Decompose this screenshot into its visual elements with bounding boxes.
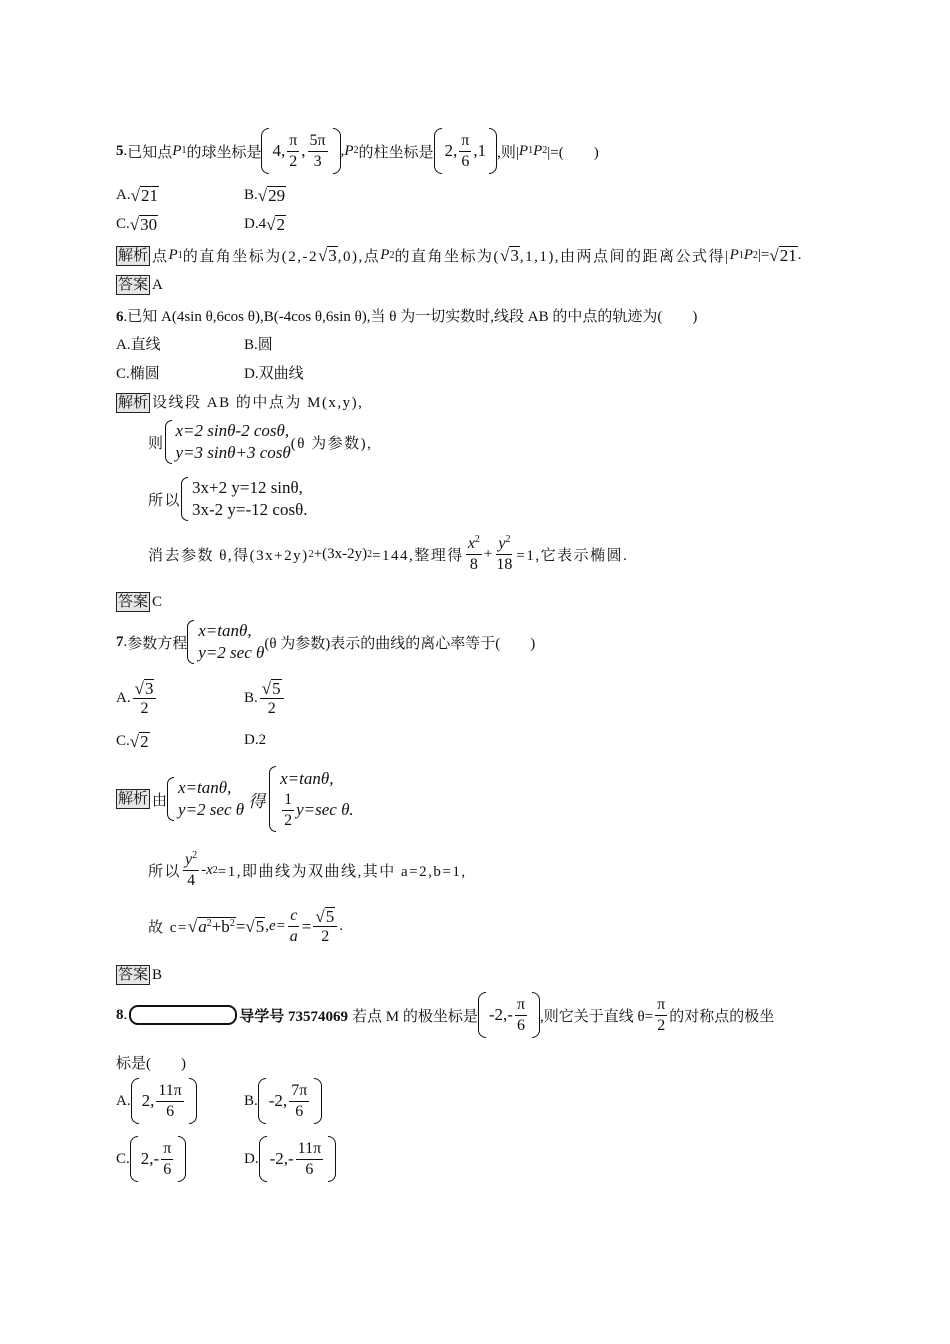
q5-option-b[interactable]: B. √ 29 [244, 186, 286, 205]
q7-option-a[interactable]: A. √ 3 2 [116, 678, 158, 719]
answer-label: 答案 [118, 594, 149, 610]
q6-solution-line2: 消去参数 θ,得(3x+2y) 2 +(3x-2y) 2 =144,整理得 $\frac{x^2}{8}$ + $\frac{y^2}{18}$ =1,它表示椭圆. [148, 534, 629, 573]
q7-option-c[interactable]: C. √ 2 [116, 732, 149, 751]
q6-option-d[interactable]: D.双曲线 [244, 366, 304, 382]
q7-option-d[interactable]: D.2 [244, 732, 267, 748]
q6-solution-line1: 解析 设线段 AB 的中点为 M(x,y), [118, 395, 364, 411]
q5-option-c[interactable]: C. √ 30 [116, 215, 158, 234]
q5-solution: 解析 点 P 1 的直角坐标为(2,-2 √ 3 ,0),点 P 2 的直角坐标为( √ 3 ,1,1),由两点间的距离公式得| P 1 P 2 |= √ 21 . [118, 246, 802, 265]
analysis-label: 解析 [118, 247, 149, 264]
q7-option-b[interactable]: B. √ 5 2 [244, 678, 286, 719]
q6-stem: 6.已知 A(4sin θ,6cos θ),B(-4cos θ,6sin θ),当 θ 为一切实数时,线段 AB 的中点的轨迹为( ) [116, 309, 698, 325]
analysis-label: 解析 [118, 395, 149, 411]
q8-option-a[interactable]: A. 2, $\frac{11\pi}{6}$ [116, 1078, 197, 1124]
q5-cylindrical-coord: 2 , $\frac{\pi}{6}$ , 1 [434, 128, 498, 174]
q5-number: 5 [116, 142, 124, 159]
q6-system-2: 所以 3x+2 y=12 sinθ, 3x-2 y=-12 cosθ. [148, 478, 308, 519]
q8-option-b[interactable]: B. -2, $\frac{7\pi}{6}$ [244, 1078, 322, 1124]
q7-solution-line1: 解析 由 x=tanθ, y=2 sec θ 得 x=tanθ, $\frac{1}{2}$ y=sec θ. [116, 766, 354, 832]
q8-stem-cont: 标是( ) [116, 1056, 186, 1072]
q5-stem: 5 . 已知点 P 1 的球坐标是 4 , $\frac{\pi}{2}$ , $\frac{5\pi}{3}$ , P 2 的柱坐标是 2 , $\frac{\pi}{6}$ , 1 ,则| P 1 P 2 |=( ) [116, 128, 599, 174]
q6-option-b[interactable]: B.圆 [244, 337, 273, 353]
answer-label: 答案 [118, 967, 149, 983]
q5-option-a[interactable]: A. √ 21 [116, 186, 158, 205]
q7-answer: 答案 B [118, 967, 163, 983]
q5-spherical-coord: 4 , $\frac{\pi}{2}$ , $\frac{5\pi}{3}$ [261, 128, 340, 174]
q7-stem: 7 . 参数方程 x=tanθ, y=2 sec θ (θ 为参数)表示的曲线的离心率等于( ) [116, 621, 536, 662]
q6-system-1: 则 x=2 sinθ-2 cosθ, y=3 sinθ+3 cosθ (θ 为参数), [148, 421, 373, 462]
q6-answer: 答案 C [118, 594, 163, 610]
q6-option-c[interactable]: C.椭圆 [116, 366, 160, 382]
q5-option-d[interactable]: D.4 √ 2 [244, 215, 285, 234]
guide-badge [129, 1005, 237, 1025]
answer-label: 答案 [118, 277, 149, 293]
q7-solution-line2: 所以 $\frac{y^2}{4}$ -x 2 =1,即曲线为双曲线,其中 a=2,b=1, [148, 850, 467, 889]
analysis-label: 解析 [118, 791, 149, 807]
q8-option-c[interactable]: C. 2,- $\frac{\pi}{6}$ [116, 1136, 186, 1182]
q8-stem: 8 . 导学号 73574069 若点 M 的极坐标是 -2,- $\frac{\pi}{6}$ ,则它关于直线 θ= $\frac{\pi}{2}$ 的对称点的极坐 [116, 992, 774, 1038]
q6-option-a[interactable]: A.直线 [116, 337, 161, 353]
q7-solution-line3: 故 c= √ $a^2+b^2$ = √ 5 ,e= $\frac{c}{a}$ = √ 5 2 . [148, 906, 343, 945]
q8-option-d[interactable]: D. -2,- $\frac{11\pi}{6}$ [244, 1136, 336, 1182]
q5-answer: 答案 A [118, 277, 163, 293]
